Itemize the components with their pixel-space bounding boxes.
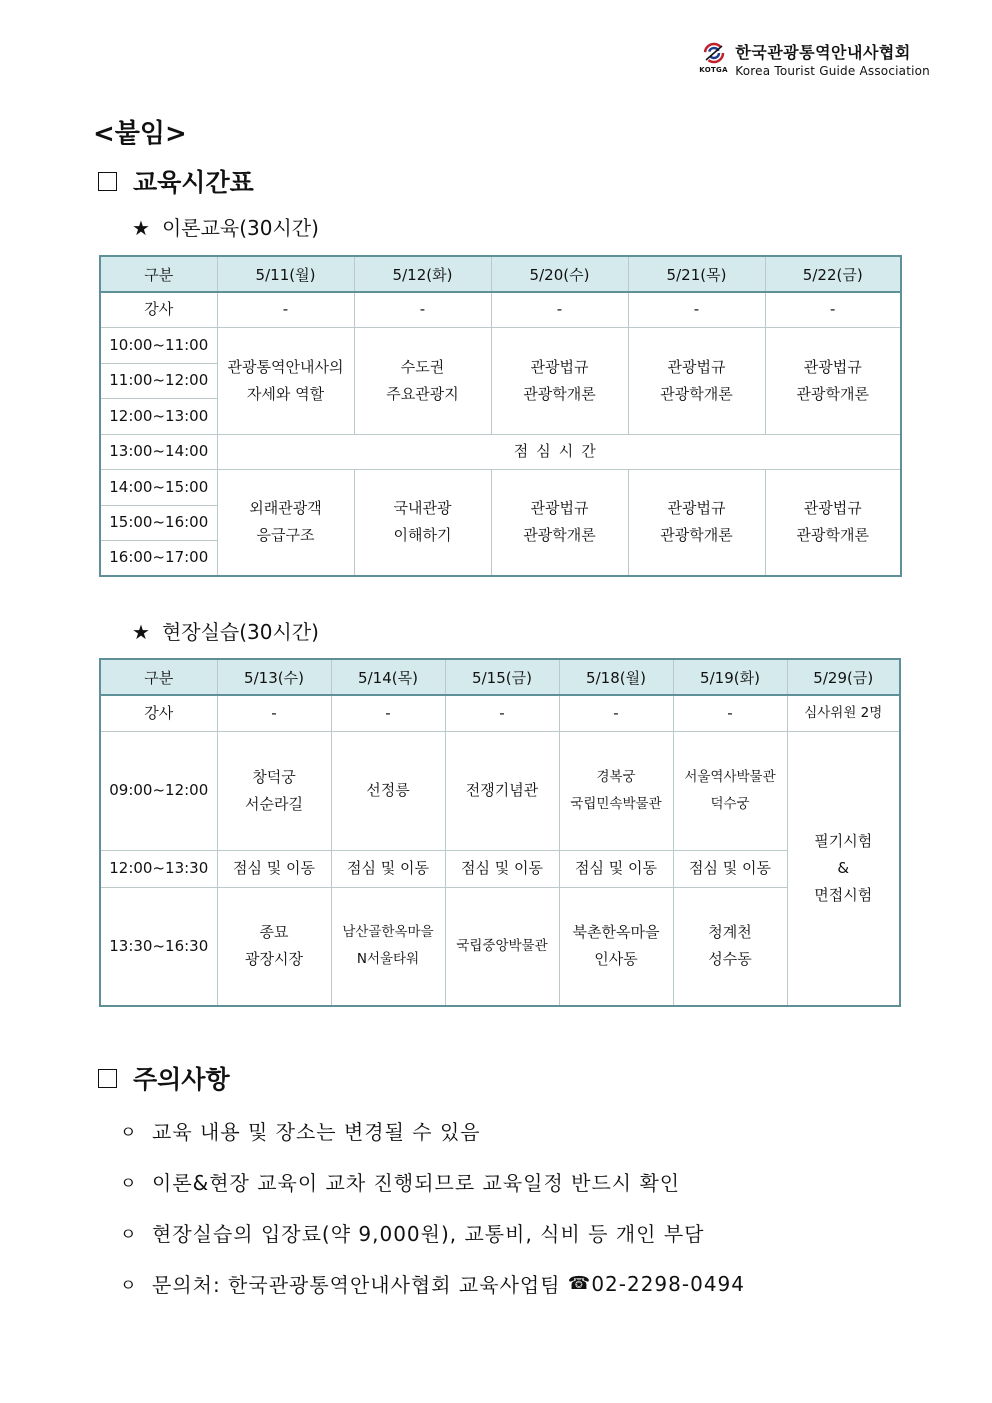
table-row: [100, 887, 900, 1006]
list-item: ㅇ 문의처: 한국관광통역안내사협회 교육사업팀 ☎ 02-2298-0494: [120, 1271, 745, 1297]
star-icon: ★: [132, 620, 150, 644]
theory-table: [99, 255, 902, 577]
table-cell: 수도권 주요관광지: [354, 327, 491, 434]
table-cell: 심사위원 2명: [787, 695, 900, 731]
exam-cell: 필기시험 & 면접시험: [787, 731, 900, 1006]
org-logo: [699, 40, 930, 78]
column-header: 구분: [100, 659, 217, 695]
column-header: 5/11(월): [217, 256, 354, 292]
table-cell: -: [673, 695, 787, 731]
table-row: [100, 327, 901, 363]
table-cell: 외래관광객 응급구조: [217, 469, 354, 576]
row-label: 강사: [100, 695, 217, 731]
table-cell: -: [217, 292, 354, 327]
logo-swirl-icon: [703, 42, 725, 64]
time-cell: 10:00~11:00: [100, 327, 217, 363]
time-cell: 12:00~13:30: [100, 850, 217, 887]
column-header: 5/15(금): [445, 659, 559, 695]
bullet-icon: ㅇ: [120, 1225, 138, 1245]
table-cell: 경복궁 국립민속박물관: [559, 731, 673, 850]
section-schedule-title: 교육시간표: [98, 163, 254, 199]
lunch-cell: 점심시간: [217, 434, 901, 469]
phone-icon: ☎: [567, 1273, 592, 1294]
column-header: 5/19(화): [673, 659, 787, 695]
table-cell: 종묘 광장시장: [217, 887, 331, 1006]
table-cell: 관광법규 관광학개론: [765, 327, 901, 434]
table-cell: 국립중앙박물관: [445, 887, 559, 1006]
table-row: [100, 695, 900, 731]
lunch-cell: 점심 및 이동: [559, 850, 673, 887]
table-row: [100, 292, 901, 327]
table-cell: -: [628, 292, 765, 327]
table-cell: -: [445, 695, 559, 731]
table-cell: 남산골한옥마을 N서울타워: [331, 887, 445, 1006]
logo-mark: [699, 40, 729, 74]
time-cell: 13:30~16:30: [100, 887, 217, 1006]
section-notes-title: 주의사항: [98, 1060, 230, 1096]
table-cell: 선정릉: [331, 731, 445, 850]
checkbox-icon: [98, 1069, 117, 1088]
table-header-row: [100, 659, 900, 695]
table-cell: 관광법규 관광학개론: [491, 469, 628, 576]
time-cell: 09:00~12:00: [100, 731, 217, 850]
column-header: 5/13(수): [217, 659, 331, 695]
table-cell: 관광통역안내사의 자세와 역할: [217, 327, 354, 434]
list-item: ㅇ 현장실습의 입장료(약 9,000원), 교통비, 식비 등 개인 부담: [120, 1222, 705, 1246]
org-name-ko: 한국관광통역안내사협회: [735, 43, 911, 62]
lunch-cell: 점심 및 이동: [331, 850, 445, 887]
list-item: ㅇ 이론&현장 교육이 교차 진행되므로 교육일정 반드시 확인: [120, 1171, 681, 1195]
column-header: 5/20(수): [491, 256, 628, 292]
table-cell: -: [559, 695, 673, 731]
bullet-icon: ㅇ: [120, 1174, 138, 1194]
column-header: 5/22(금): [765, 256, 901, 292]
notes-list: [120, 1105, 745, 1309]
contact-phone: 02-2298-0494: [591, 1271, 745, 1296]
table-cell: 청계천 성수동: [673, 887, 787, 1006]
table-row: [100, 731, 900, 850]
attachment-label: <붙임>: [93, 119, 187, 149]
list-item: ㅇ 교육 내용 및 장소는 변경될 수 있음: [120, 1120, 481, 1144]
table-row: [100, 434, 901, 469]
time-cell: 15:00~16:00: [100, 505, 217, 540]
bullet-icon: ㅇ: [120, 1276, 138, 1296]
table-row: [100, 469, 901, 505]
row-label: 강사: [100, 292, 217, 327]
practice-table: [99, 658, 901, 1007]
logo-abbr: KOTGA: [699, 66, 728, 74]
table-cell: 관광법규 관광학개론: [765, 469, 901, 576]
table-cell: 관광법규 관광학개론: [628, 327, 765, 434]
table-cell: 북촌한옥마을 인사동: [559, 887, 673, 1006]
time-cell: 11:00~12:00: [100, 363, 217, 398]
table-cell: -: [491, 292, 628, 327]
column-header: 5/21(목): [628, 256, 765, 292]
table-cell: 창덕궁 서순라길: [217, 731, 331, 850]
table-cell: -: [217, 695, 331, 731]
table-cell: -: [354, 292, 491, 327]
lunch-cell: 점심 및 이동: [673, 850, 787, 887]
column-header: 5/29(금): [787, 659, 900, 695]
table-row: [100, 850, 900, 887]
checkbox-icon: [98, 172, 117, 191]
lunch-cell: 점심 및 이동: [217, 850, 331, 887]
lunch-cell: 점심 및 이동: [445, 850, 559, 887]
bullet-icon: ㅇ: [120, 1123, 138, 1143]
table-cell: 전쟁기념관: [445, 731, 559, 850]
column-header: 5/14(목): [331, 659, 445, 695]
table-cell: 국내관광 이해하기: [354, 469, 491, 576]
table-cell: 관광법규 관광학개론: [628, 469, 765, 576]
time-cell: 14:00~15:00: [100, 469, 217, 505]
column-header: 5/18(월): [559, 659, 673, 695]
theory-subtitle: ★ 이론교육(30시간): [132, 216, 319, 240]
practice-subtitle: ★ 현장실습(30시간): [132, 620, 319, 644]
column-header: 5/12(화): [354, 256, 491, 292]
time-cell: 16:00~17:00: [100, 540, 217, 576]
star-icon: ★: [132, 216, 150, 240]
table-cell: 관광법규 관광학개론: [491, 327, 628, 434]
org-name-en: Korea Tourist Guide Association: [735, 64, 930, 78]
time-cell: 13:00~14:00: [100, 434, 217, 469]
table-cell: -: [331, 695, 445, 731]
table-cell: 서울역사박물관 덕수궁: [673, 731, 787, 850]
time-cell: 12:00~13:00: [100, 398, 217, 434]
table-cell: -: [765, 292, 901, 327]
table-header-row: [100, 256, 901, 292]
column-header: 구분: [100, 256, 217, 292]
